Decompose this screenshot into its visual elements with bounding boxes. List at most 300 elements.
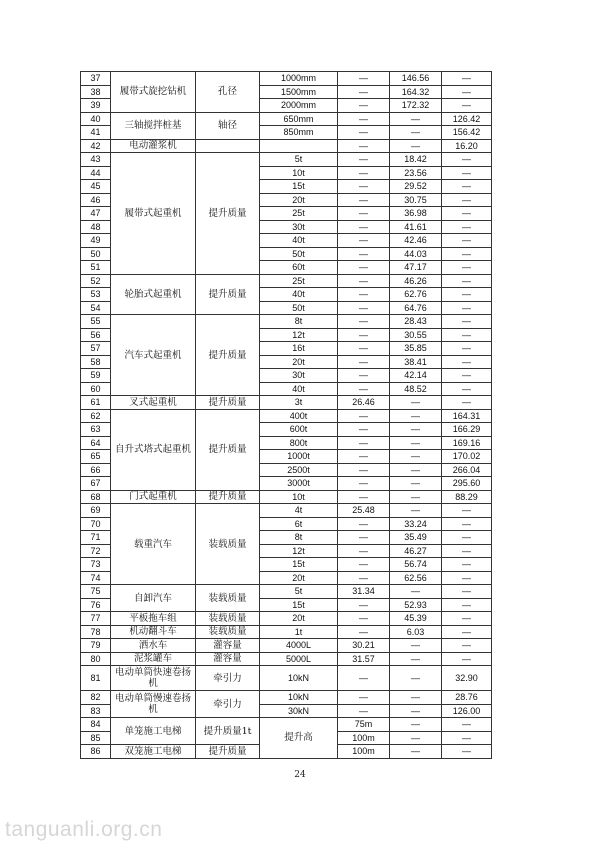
- value-cell-1: —: [338, 153, 390, 167]
- row-index-cell: 57: [81, 342, 111, 356]
- property-cell: 孔径: [196, 72, 260, 113]
- table-row: [81, 490, 492, 504]
- value-cell-2: 52.93: [390, 598, 442, 612]
- row-index-cell: 79: [81, 639, 111, 653]
- value-cell-2: 44.03: [390, 247, 442, 261]
- machine-name-cell: 泥浆罐车: [111, 652, 196, 666]
- value-cell-2: —: [390, 666, 442, 691]
- value-cell-1: —: [390, 731, 442, 745]
- machine-name-cell: 双笼施工电梯: [111, 745, 196, 759]
- value-cell-1: —: [338, 247, 390, 261]
- spec-cell: 15t: [260, 558, 338, 572]
- value-cell-2: —: [390, 409, 442, 423]
- value-cell-2: —: [390, 423, 442, 437]
- value-cell-1: —: [338, 691, 390, 705]
- page-number: 24: [294, 770, 306, 780]
- property-cell: 牵引力: [196, 666, 260, 691]
- spec-cell: 60t: [260, 261, 338, 275]
- value-cell-3: 156.42: [442, 126, 492, 140]
- value-cell-1: —: [338, 531, 390, 545]
- value-cell-3: —: [442, 612, 492, 626]
- value-cell-2: 46.27: [390, 544, 442, 558]
- value-cell-3: —: [442, 166, 492, 180]
- table-row: [81, 585, 492, 599]
- value-cell-3: —: [442, 382, 492, 396]
- value-cell-1: —: [338, 220, 390, 234]
- value-cell-2: —: [390, 490, 442, 504]
- value-cell-3: 166.29: [442, 423, 492, 437]
- spec-cell: 400t: [260, 409, 338, 423]
- value-cell-1: —: [338, 112, 390, 126]
- value-cell-1: —: [338, 261, 390, 275]
- value-cell-3: —: [442, 369, 492, 383]
- spec-cell: 15t: [260, 180, 338, 194]
- spec-cell: 20t: [260, 571, 338, 585]
- row-index-cell: 67: [81, 477, 111, 491]
- row-index-cell: 48: [81, 220, 111, 234]
- value-cell-2: —: [390, 477, 442, 491]
- property-cell: 装载质量: [196, 585, 260, 612]
- row-index-cell: 76: [81, 598, 111, 612]
- machine-name-cell: 自卸汽车: [111, 585, 196, 612]
- value-cell-2: 36.98: [390, 207, 442, 221]
- value-cell-2: 64.76: [390, 301, 442, 315]
- machine-name-cell: 自升式塔式起重机: [111, 409, 196, 490]
- spec-cell: 25t: [260, 207, 338, 221]
- value-cell-1: —: [338, 571, 390, 585]
- sub-property-cell: 提升高: [260, 718, 338, 759]
- value-cell-1: —: [338, 342, 390, 356]
- row-index-cell: 69: [81, 504, 111, 518]
- value-cell-2: —: [442, 731, 492, 745]
- value-cell-1: —: [338, 423, 390, 437]
- value-cell-3: 16.20: [442, 139, 492, 153]
- value-cell-2: 6.03: [390, 625, 442, 639]
- value-cell-3: —: [442, 504, 492, 518]
- row-index-cell: 84: [81, 718, 111, 732]
- property-cell: 提升质量: [196, 396, 260, 410]
- row-index-cell: 46: [81, 193, 111, 207]
- spec-cell: 30kN: [260, 704, 338, 718]
- spec-cell: 20t: [260, 355, 338, 369]
- value-cell-1: —: [338, 463, 390, 477]
- table-row: [81, 315, 492, 329]
- row-index-cell: 58: [81, 355, 111, 369]
- machine-name-cell: 轮胎式起重机: [111, 274, 196, 315]
- row-index-cell: 62: [81, 409, 111, 423]
- spec-cell: 600t: [260, 423, 338, 437]
- spec-cell: 5t: [260, 585, 338, 599]
- value-cell-1: —: [390, 718, 442, 732]
- value-cell-3: —: [442, 598, 492, 612]
- value-cell-1: —: [338, 274, 390, 288]
- machine-name-cell: 载重汽车: [111, 504, 196, 585]
- table-row: [81, 625, 492, 639]
- value-cell-1: —: [338, 477, 390, 491]
- value-cell-3: —: [442, 355, 492, 369]
- value-cell-1: —: [338, 490, 390, 504]
- row-index-cell: 70: [81, 517, 111, 531]
- row-index-cell: 64: [81, 436, 111, 450]
- value-cell-1: —: [338, 625, 390, 639]
- value-cell-2: —: [390, 639, 442, 653]
- value-cell-3: —: [442, 207, 492, 221]
- table-row: [81, 652, 492, 666]
- spec-cell: 20t: [260, 612, 338, 626]
- row-index-cell: 75: [81, 585, 111, 599]
- value-cell-3: —: [442, 274, 492, 288]
- value-cell-3: 28.76: [442, 691, 492, 705]
- value-cell-2: —: [390, 652, 442, 666]
- watermark: tanguanli.org.cn: [5, 818, 163, 841]
- spec-cell: 1000mm: [260, 72, 338, 86]
- spec-cell: [260, 139, 338, 153]
- value-cell-1: —: [338, 436, 390, 450]
- row-index-cell: 39: [81, 99, 111, 113]
- row-index-cell: 80: [81, 652, 111, 666]
- value-cell-2: —: [390, 112, 442, 126]
- row-index-cell: 71: [81, 531, 111, 545]
- spec-cell: 850mm: [260, 126, 338, 140]
- value-cell-3: —: [442, 531, 492, 545]
- value-cell-2: 29.52: [390, 180, 442, 194]
- spec-cell: 50t: [260, 247, 338, 261]
- machinery-cost-table: [80, 71, 492, 759]
- property-cell: 提升质量: [196, 153, 260, 275]
- spec-cell: 650mm: [260, 112, 338, 126]
- value-cell-3: 266.04: [442, 463, 492, 477]
- machine-name-cell: 洒水车: [111, 639, 196, 653]
- value-cell-3: —: [442, 99, 492, 113]
- value-cell-1: —: [338, 72, 390, 86]
- table-row: [81, 691, 492, 705]
- machine-name-cell: 电动单筒快速卷扬机: [111, 666, 196, 691]
- value-cell-1: —: [338, 409, 390, 423]
- spec-cell: 30t: [260, 369, 338, 383]
- property-cell: 装载质量: [196, 504, 260, 585]
- spec-cell: 1t: [260, 625, 338, 639]
- value-cell-1: —: [338, 315, 390, 329]
- row-index-cell: 81: [81, 666, 111, 691]
- row-index-cell: 41: [81, 126, 111, 140]
- spec-cell: 40t: [260, 234, 338, 248]
- row-index-cell: 77: [81, 612, 111, 626]
- value-cell-3: 126.42: [442, 112, 492, 126]
- table-row: [81, 396, 492, 410]
- table-body: [81, 72, 492, 759]
- machine-name-cell: 履带式旋挖钻机: [111, 72, 196, 113]
- spec-cell: 2500t: [260, 463, 338, 477]
- machine-name-cell: 平板拖车组: [111, 612, 196, 626]
- value-cell-2: 38.41: [390, 355, 442, 369]
- value-cell-3: —: [442, 625, 492, 639]
- value-cell-2: 56.74: [390, 558, 442, 572]
- value-cell-2: 30.75: [390, 193, 442, 207]
- value-cell-1: —: [338, 139, 390, 153]
- property-cell: 灌容量: [196, 652, 260, 666]
- row-index-cell: 54: [81, 301, 111, 315]
- value-cell-3: 169.16: [442, 436, 492, 450]
- machine-name-cell: 汽车式起重机: [111, 315, 196, 396]
- spec-cell: 4t: [260, 504, 338, 518]
- value-cell-1: —: [338, 180, 390, 194]
- value-cell-3: —: [442, 652, 492, 666]
- row-index-cell: 61: [81, 396, 111, 410]
- value-cell-2: —: [390, 126, 442, 140]
- spec-cell: 800t: [260, 436, 338, 450]
- spec-cell: 6t: [260, 517, 338, 531]
- value-cell-1: —: [338, 328, 390, 342]
- spec-cell: 5t: [260, 153, 338, 167]
- value-cell-3: —: [442, 585, 492, 599]
- spec-cell: 75m: [338, 718, 390, 732]
- value-cell-2: —: [390, 450, 442, 464]
- value-cell-2: 30.55: [390, 328, 442, 342]
- table-row: [81, 612, 492, 626]
- value-cell-1: 26.46: [338, 396, 390, 410]
- machine-name-cell: 机动翻斗车: [111, 625, 196, 639]
- property-cell: 轴径: [196, 112, 260, 139]
- value-cell-2: —: [390, 396, 442, 410]
- spec-cell: 16t: [260, 342, 338, 356]
- value-cell-1: 30.21: [338, 639, 390, 653]
- value-cell-3: 126.00: [442, 704, 492, 718]
- spec-cell: 10t: [260, 166, 338, 180]
- value-cell-1: —: [338, 301, 390, 315]
- value-cell-3: 88.29: [442, 490, 492, 504]
- table-row: [81, 153, 492, 167]
- row-index-cell: 68: [81, 490, 111, 504]
- value-cell-3: —: [442, 288, 492, 302]
- value-cell-1: —: [338, 288, 390, 302]
- spec-cell: 12t: [260, 544, 338, 558]
- spec-cell: 12t: [260, 328, 338, 342]
- value-cell-2: 41.61: [390, 220, 442, 234]
- value-cell-3: —: [442, 220, 492, 234]
- row-index-cell: 47: [81, 207, 111, 221]
- table-row: [81, 112, 492, 126]
- spec-cell: 5000L: [260, 652, 338, 666]
- value-cell-2: 35.49: [390, 531, 442, 545]
- value-cell-1: —: [338, 517, 390, 531]
- value-cell-2: 23.56: [390, 166, 442, 180]
- value-cell-3: —: [442, 517, 492, 531]
- value-cell-3: —: [442, 234, 492, 248]
- value-cell-3: —: [442, 193, 492, 207]
- value-cell-2: 46.26: [390, 274, 442, 288]
- property-cell: 提升质量: [196, 315, 260, 396]
- value-cell-1: —: [338, 612, 390, 626]
- spec-cell: 1500mm: [260, 85, 338, 99]
- value-cell-2: —: [390, 691, 442, 705]
- row-index-cell: 52: [81, 274, 111, 288]
- property-cell: 提升质量: [196, 745, 260, 759]
- value-cell-1: —: [338, 369, 390, 383]
- machine-name-cell: 单笼施工电梯: [111, 718, 196, 745]
- value-cell-1: —: [338, 166, 390, 180]
- value-cell-2: —: [390, 436, 442, 450]
- value-cell-3: —: [442, 180, 492, 194]
- value-cell-2: —: [390, 504, 442, 518]
- value-cell-2: 33.24: [390, 517, 442, 531]
- spec-cell: 10t: [260, 490, 338, 504]
- row-index-cell: 63: [81, 423, 111, 437]
- row-index-cell: 74: [81, 571, 111, 585]
- value-cell-3: —: [442, 315, 492, 329]
- value-cell-1: —: [338, 207, 390, 221]
- row-index-cell: 86: [81, 745, 111, 759]
- spec-cell: 100m: [338, 731, 390, 745]
- row-index-cell: 72: [81, 544, 111, 558]
- value-cell-1: —: [390, 745, 442, 759]
- machine-name-cell: 三轴搅拌桩基: [111, 112, 196, 139]
- row-index-cell: 78: [81, 625, 111, 639]
- row-index-cell: 66: [81, 463, 111, 477]
- spec-cell: 50t: [260, 301, 338, 315]
- value-cell-1: 31.57: [338, 652, 390, 666]
- spec-cell: 1000t: [260, 450, 338, 464]
- property-cell: 提升质量: [196, 409, 260, 490]
- spec-cell: 40t: [260, 288, 338, 302]
- spec-cell: 30t: [260, 220, 338, 234]
- value-cell-3: —: [442, 342, 492, 356]
- row-index-cell: 83: [81, 704, 111, 718]
- spec-cell: 15t: [260, 598, 338, 612]
- row-index-cell: 60: [81, 382, 111, 396]
- value-cell-2: 62.56: [390, 571, 442, 585]
- machine-name-cell: 门式起重机: [111, 490, 196, 504]
- table-row: [81, 666, 492, 691]
- spec-cell: 3t: [260, 396, 338, 410]
- value-cell-3: —: [442, 72, 492, 86]
- value-cell-3: —: [442, 639, 492, 653]
- table-row: [81, 72, 492, 86]
- value-cell-2: 47.17: [390, 261, 442, 275]
- row-index-cell: 85: [81, 731, 111, 745]
- value-cell-1: —: [338, 544, 390, 558]
- value-cell-1: —: [338, 99, 390, 113]
- spec-cell: 2000mm: [260, 99, 338, 113]
- spec-cell: 40t: [260, 382, 338, 396]
- value-cell-2: —: [390, 463, 442, 477]
- value-cell-1: —: [338, 382, 390, 396]
- row-index-cell: 51: [81, 261, 111, 275]
- row-index-cell: 59: [81, 369, 111, 383]
- machine-name-cell: 履带式起重机: [111, 153, 196, 275]
- property-cell: 牵引力: [196, 691, 260, 718]
- value-cell-3: —: [442, 558, 492, 572]
- table-row: [81, 139, 492, 153]
- machine-name-cell: 电动单筒慢速卷扬机: [111, 691, 196, 718]
- table-row: [81, 639, 492, 653]
- value-cell-3: 32.90: [442, 666, 492, 691]
- spec-cell: 20t: [260, 193, 338, 207]
- value-cell-2: 164.32: [390, 85, 442, 99]
- value-cell-3: —: [442, 571, 492, 585]
- spec-cell: 10kN: [260, 691, 338, 705]
- row-index-cell: 53: [81, 288, 111, 302]
- row-index-cell: 42: [81, 139, 111, 153]
- value-cell-2: 146.56: [390, 72, 442, 86]
- value-cell-3: —: [442, 328, 492, 342]
- spec-cell: 3000t: [260, 477, 338, 491]
- row-index-cell: 56: [81, 328, 111, 342]
- value-cell-2: —: [442, 718, 492, 732]
- value-cell-1: —: [338, 85, 390, 99]
- value-cell-2: —: [390, 704, 442, 718]
- table-row: [81, 274, 492, 288]
- value-cell-3: —: [442, 261, 492, 275]
- value-cell-2: 172.32: [390, 99, 442, 113]
- value-cell-1: 31.34: [338, 585, 390, 599]
- value-cell-2: 18.42: [390, 153, 442, 167]
- row-index-cell: 55: [81, 315, 111, 329]
- value-cell-1: —: [338, 193, 390, 207]
- value-cell-2: 42.14: [390, 369, 442, 383]
- row-index-cell: 50: [81, 247, 111, 261]
- property-cell: 提升质量: [196, 490, 260, 504]
- value-cell-2: 42.46: [390, 234, 442, 248]
- value-cell-2: 45.39: [390, 612, 442, 626]
- table-row: [81, 409, 492, 423]
- value-cell-3: 170.02: [442, 450, 492, 464]
- value-cell-3: 164.31: [442, 409, 492, 423]
- value-cell-2: 35.85: [390, 342, 442, 356]
- row-index-cell: 43: [81, 153, 111, 167]
- property-cell: 灌容量: [196, 639, 260, 653]
- machine-name-cell: 叉式起重机: [111, 396, 196, 410]
- value-cell-1: —: [338, 558, 390, 572]
- value-cell-1: —: [338, 126, 390, 140]
- spec-cell: 100m: [338, 745, 390, 759]
- row-index-cell: 82: [81, 691, 111, 705]
- value-cell-2: 28.43: [390, 315, 442, 329]
- value-cell-1: —: [338, 704, 390, 718]
- value-cell-2: 48.52: [390, 382, 442, 396]
- value-cell-3: —: [442, 301, 492, 315]
- property-cell: 装载质量: [196, 612, 260, 626]
- spec-cell: 8t: [260, 531, 338, 545]
- row-index-cell: 38: [81, 85, 111, 99]
- value-cell-1: —: [338, 234, 390, 248]
- value-cell-1: —: [338, 598, 390, 612]
- machine-name-cell: 电动灌浆机: [111, 139, 196, 153]
- value-cell-3: —: [442, 396, 492, 410]
- row-index-cell: 44: [81, 166, 111, 180]
- value-cell-3: —: [442, 153, 492, 167]
- spec-cell: 25t: [260, 274, 338, 288]
- row-index-cell: 37: [81, 72, 111, 86]
- row-index-cell: 45: [81, 180, 111, 194]
- property-cell: 提升质量1t: [196, 718, 260, 745]
- row-index-cell: 40: [81, 112, 111, 126]
- value-cell-3: 295.60: [442, 477, 492, 491]
- value-cell-2: 62.76: [390, 288, 442, 302]
- value-cell-1: 25.48: [338, 504, 390, 518]
- value-cell-3: —: [442, 85, 492, 99]
- property-cell: 提升质量: [196, 274, 260, 315]
- spec-cell: 10kN: [260, 666, 338, 691]
- value-cell-3: —: [442, 544, 492, 558]
- value-cell-2: —: [390, 139, 442, 153]
- row-index-cell: 49: [81, 234, 111, 248]
- value-cell-1: —: [338, 450, 390, 464]
- value-cell-2: —: [442, 745, 492, 759]
- table-row: [81, 504, 492, 518]
- spec-cell: 8t: [260, 315, 338, 329]
- table-row: [81, 718, 492, 732]
- value-cell-1: —: [338, 666, 390, 691]
